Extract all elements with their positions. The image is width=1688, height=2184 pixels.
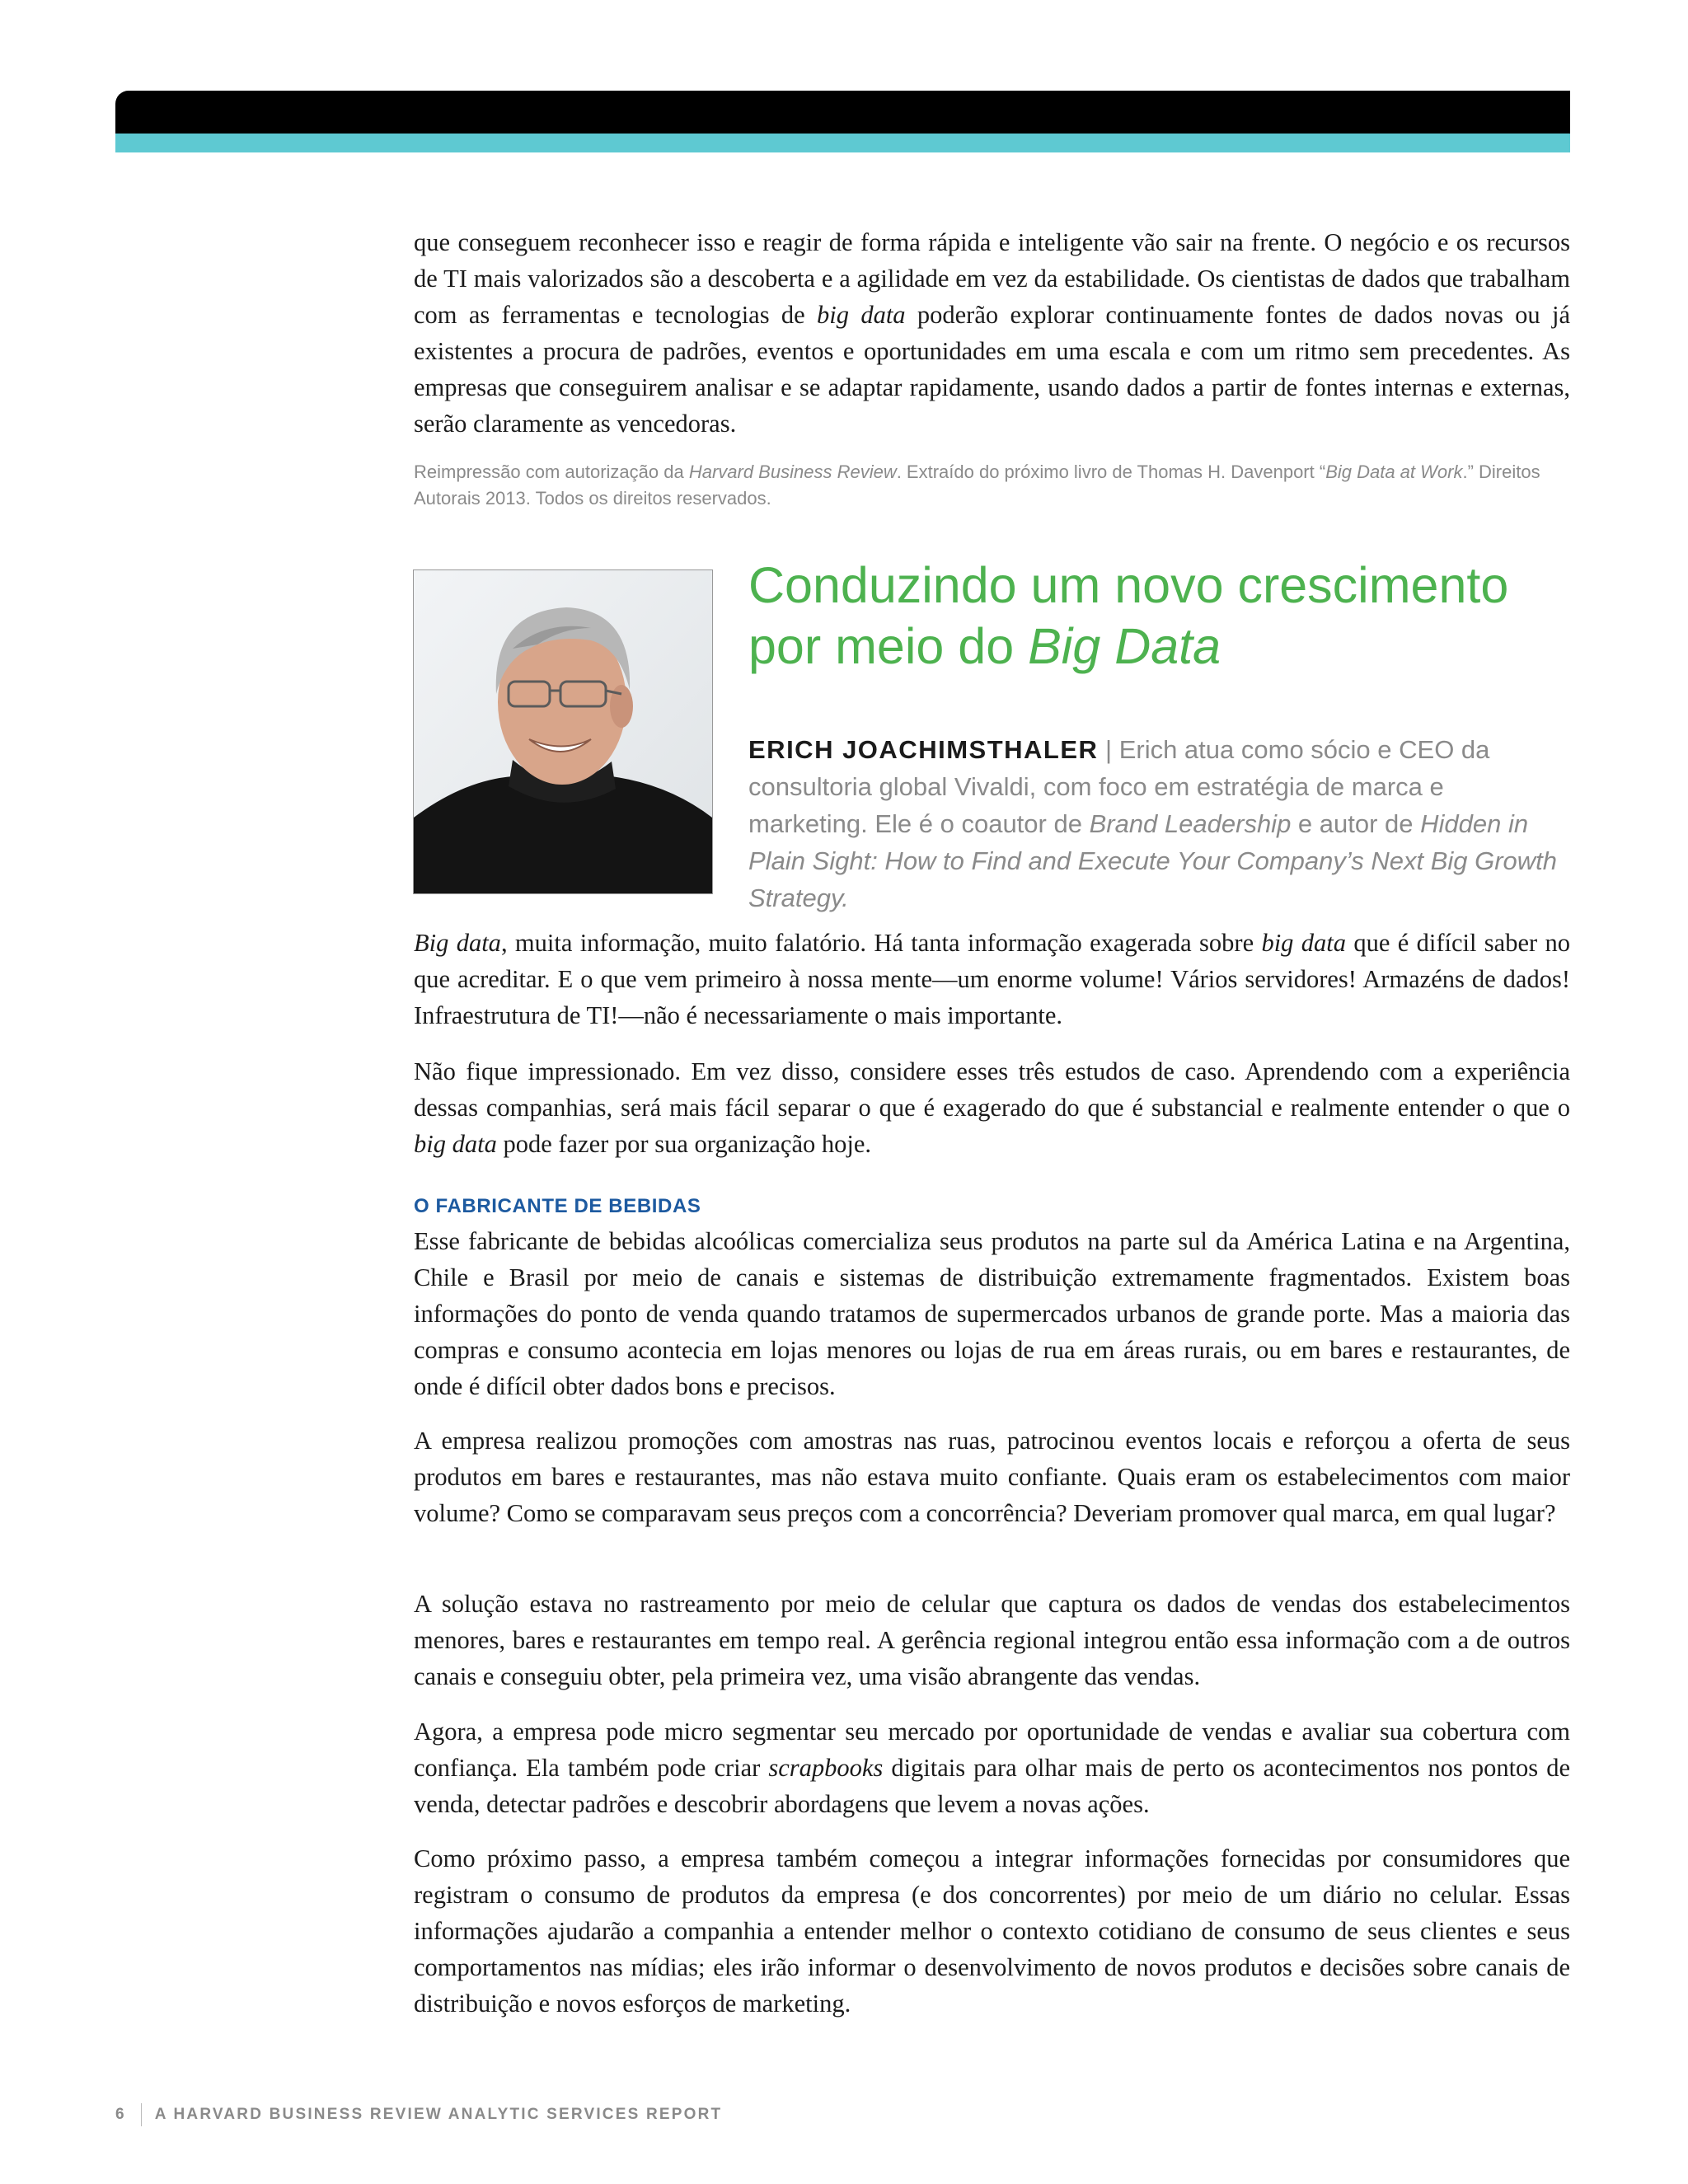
reprint-credit: Reimpressão com autorização da Harvard Business Review. Extraído do próximo livro de Thomas H. Davenport “Big Data at Work.” Direitos Autorais 2013. Todos os direitos reservados. [414, 462, 1540, 509]
intro-paragraph: que conseguem reconhecer isso e reagir de forma rápida e inteligente vão sair na frente. O negócio e os recursos de TI mais valorizados são a descoberta e a agilidade em vez da estabilidade. Os cientistas de dados que trabalham com as ferramentas e tecnologias de big data poderão explorar continuamente fontes de dados novas ou já existentes a procura de padrões, eventos e oportunidades em uma escala e com um ritmo sem precedentes. As empresas que conseguirem analisar e se adaptar rapidamente, usando dados a partir de fontes internas e externas, serão claramente as vencedoras. [414, 228, 1571, 438]
body-paragraph-6-wrap [414, 1713, 1570, 1822]
author-name: ERICH JOACHIMSTHALER [748, 735, 1099, 764]
section-subhead-wrap [414, 1193, 1570, 1220]
author-bio: ERICH JOACHIMSTHALER | Erich atua como sócio e CEO da consultoria global Vivaldi, com foco em estratégia de marca e marketing. Ele é o coautor de Brand Leadership e autor de Hidden in Plain Sight: How to Find and Execute Your Company’s Next Big Growth Strategy. [748, 735, 1558, 912]
article-title: Conduzindo um novo crescimento por meio do Big Data [748, 557, 1509, 674]
body-paragraph-3-wrap [414, 1223, 1570, 1404]
body-paragraph-4-wrap [414, 1422, 1570, 1531]
article-body [414, 925, 1570, 1033]
author-portrait-image [414, 570, 712, 893]
author-photo [413, 569, 713, 894]
article-header [748, 555, 1570, 677]
body-paragraph-2-wrap [414, 1053, 1570, 1162]
body-paragraph-5: A solução estava no rastreamento por meio de celular que captura os dados de vendas dos estabelecimentos menores, bares e restaurantes em tempo real. A gerência regional integrou então essa informação com a de outros canais e conseguiu obter, pela primeira vez, uma visão abrangente das vendas. [414, 1590, 1570, 1690]
body-paragraph-2: Não fique impressionado. Em vez disso, considere esses três estudos de caso. Aprendendo com a experiência dessas companhias, será mais fácil separar o que é exagerado do que é substancial e realmente entender o que o big data pode fazer por sua organização hoje. [414, 1057, 1570, 1158]
body-paragraph-7-wrap [414, 1840, 1570, 2022]
section-subhead: O FABRICANTE DE BEBIDAS [414, 1195, 701, 1217]
report-title: A HARVARD BUSINESS REVIEW ANALYTIC SERVICES REPORT [154, 2106, 723, 2124]
header-black-bar [115, 91, 1570, 134]
page-number: 6 [115, 2106, 126, 2124]
body-paragraph-5-wrap [414, 1586, 1570, 1694]
body-paragraph-7: Como próximo passo, a empresa também começou a integrar informações fornecidas por consumidores que registram o consumo de produtos da empresa (e dos concorrentes) por meio de um diário no celular. Essas informações ajudarão a companhia a entender melhor o contexto cotidiano de consumo de seus clientes e seus comportamentos nas mídias; eles irão informar o desenvolvimento de novos produtos e decisões sobre canais de distribuição e novos esforços de marketing. [414, 1844, 1570, 2018]
body-paragraph-6: Agora, a empresa pode micro segmentar seu mercado por oportunidade de vendas e avaliar sua cobertura com confiança. Ela também pode criar scrapbooks digitais para olhar mais de perto os acontecimentos nos pontos de venda, detectar padrões e descobrir abordagens que levem a novas ações. [414, 1718, 1570, 1818]
header-accent-bar [115, 134, 1570, 152]
intro-section [414, 224, 1570, 442]
body-paragraph-4: A empresa realizou promoções com amostras nas ruas, patrocinou eventos locais e reforçou a oferta de seus produtos em bares e restaurantes, mas não estava muito confiante. Quais eram os estabelecimentos com maior volume? Como se comparavam seus preços com a concorrência? Deveriam promover qual marca, em qual lugar? [414, 1427, 1570, 1527]
page-footer [115, 2103, 722, 2126]
body-paragraph-3: Esse fabricante de bebidas alcoólicas comercializa seus produtos na parte sul da América Latina e na Argentina, Chile e Brasil por meio de canais e sistemas de distribuição extremamente fragmentados. Existem boas informações do ponto de venda quando tratamos de supermercados urbanos de grande porte. Mas a maioria das compras e consumo acontecia em lojas menores ou lojas de rua em áreas rurais, ou em bares e restaurantes, de onde é difícil obter dados bons e precisos. [414, 1227, 1570, 1400]
body-paragraph-1: Big data, muita informação, muito falatório. Há tanta informação exagerada sobre big data que é difícil saber no que acreditar. E o que vem primeiro à nossa mente—um enorme volume! Vários servidores! Armazéns de dados! Infraestrutura de TI!—não é necessariamente o mais importante. [414, 929, 1570, 1029]
footer-divider [141, 2103, 142, 2126]
